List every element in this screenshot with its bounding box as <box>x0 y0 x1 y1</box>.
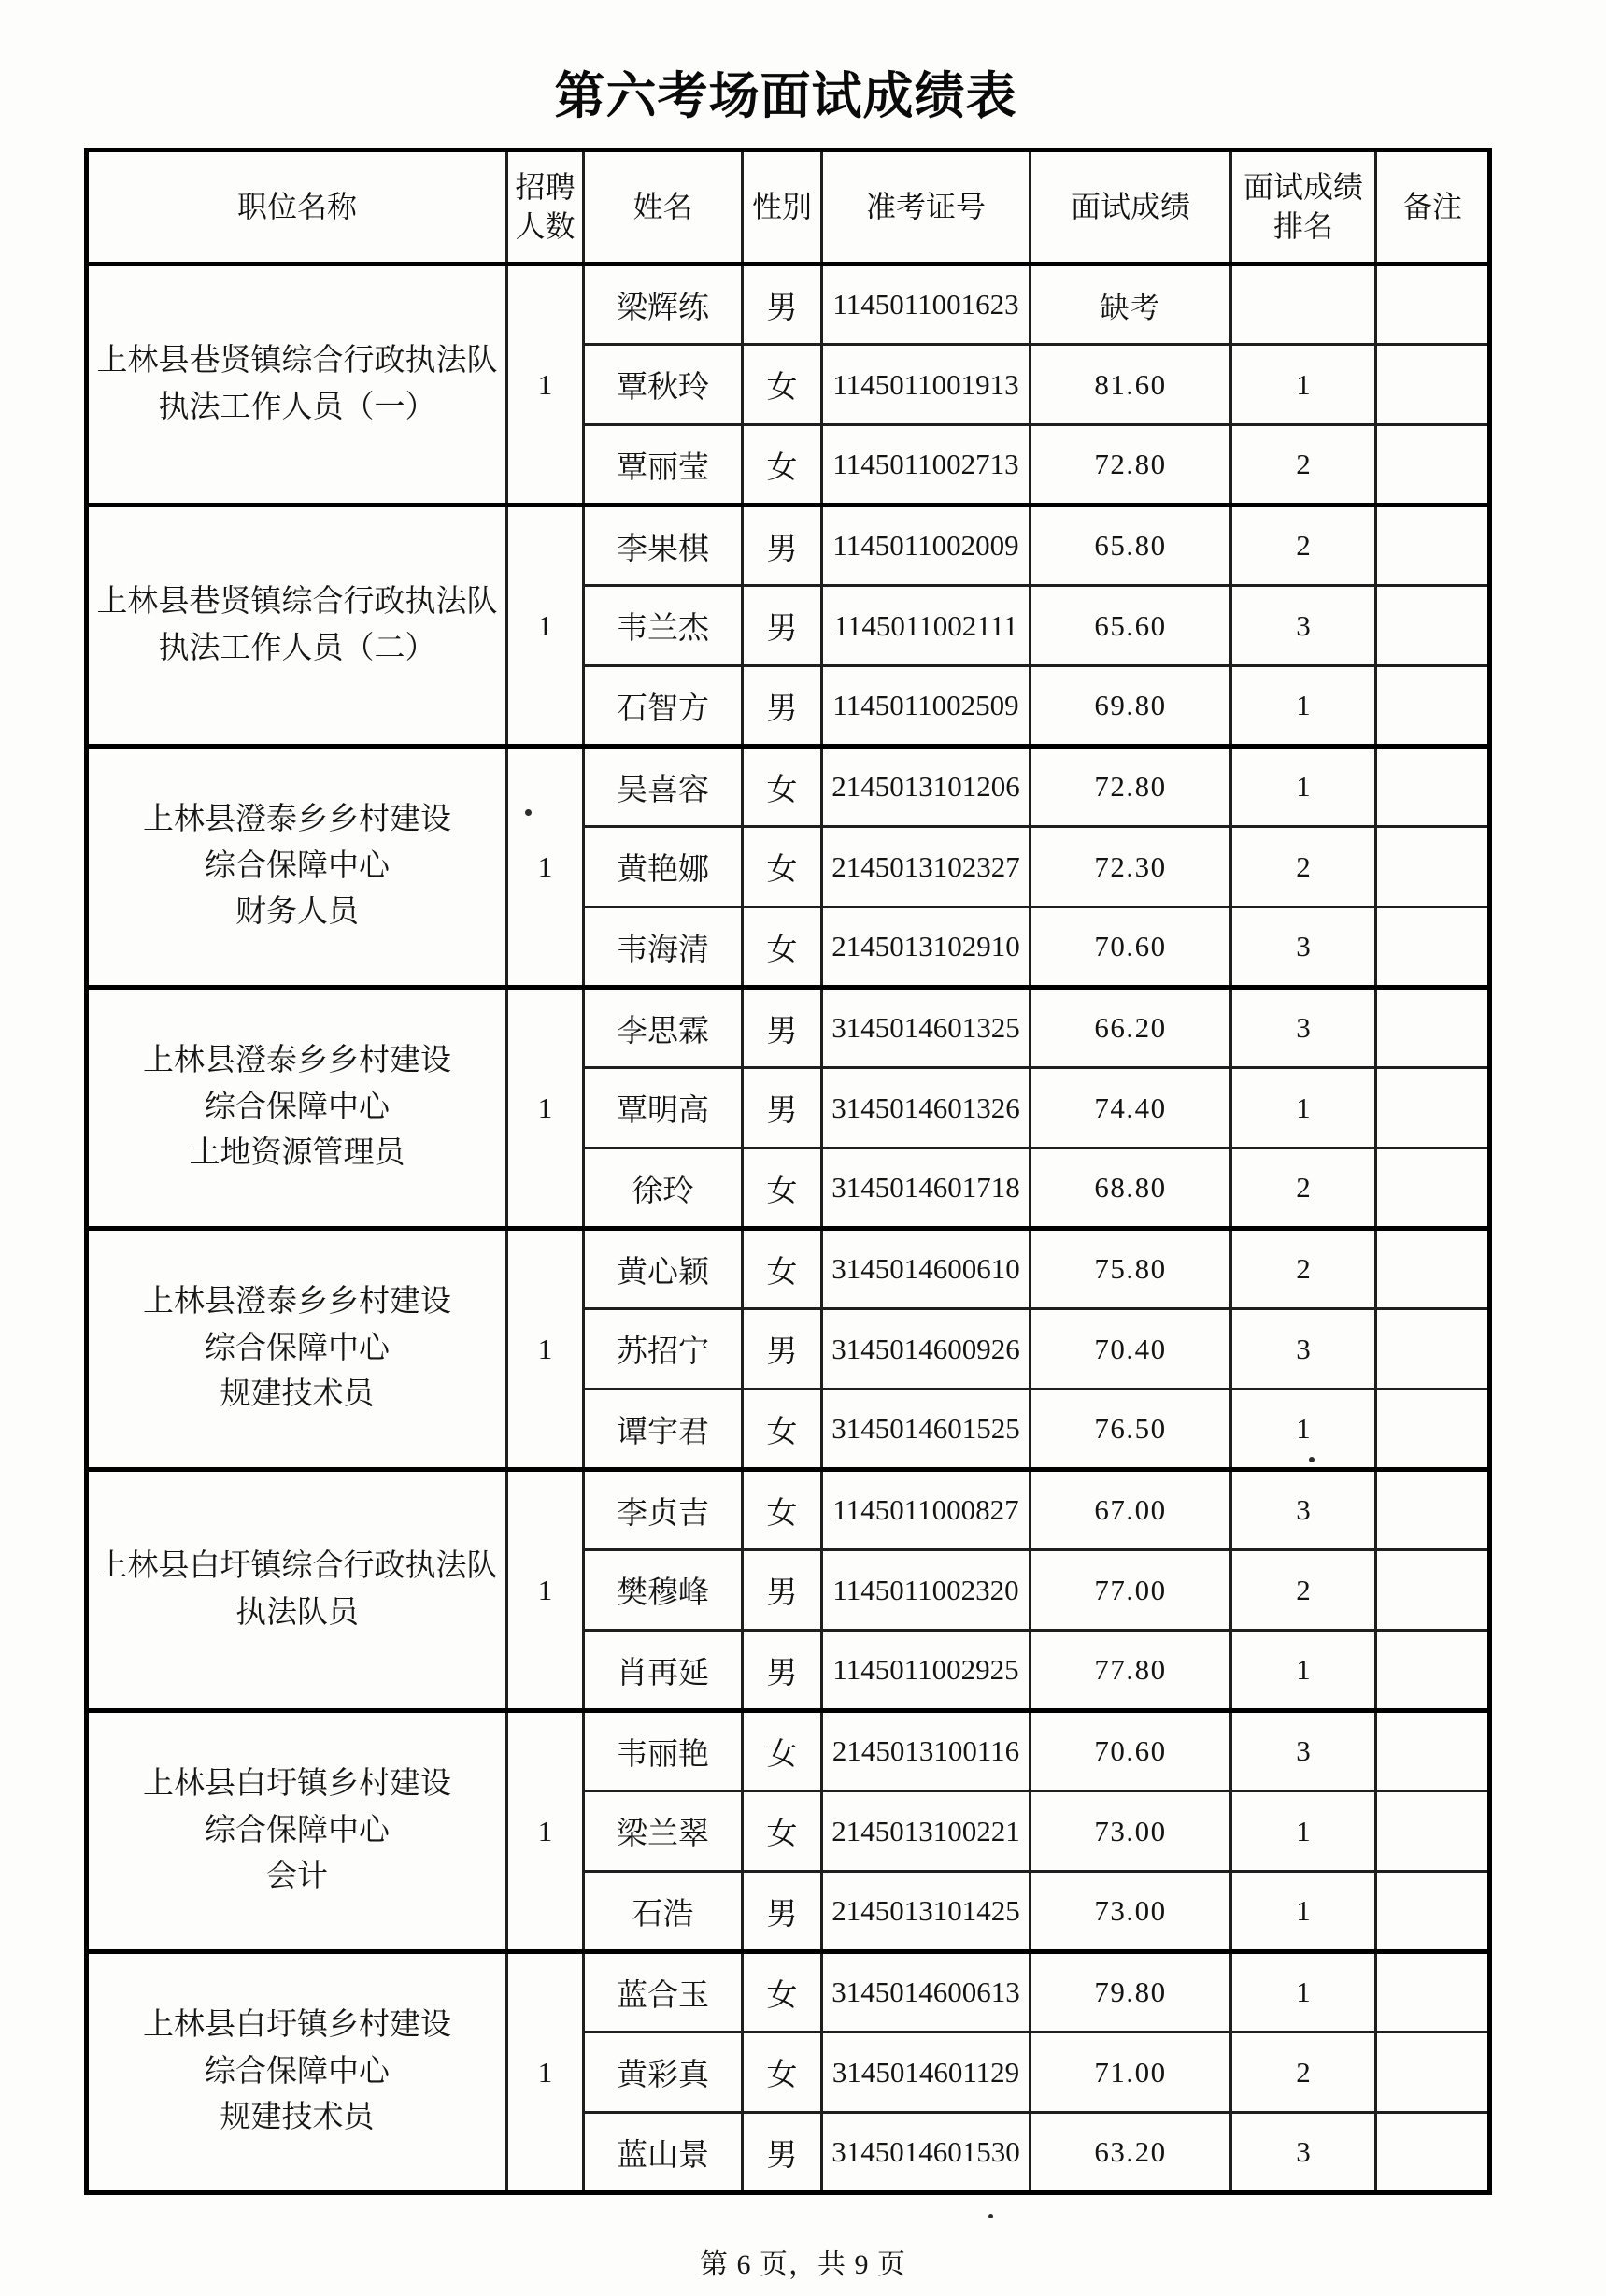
remark-cell <box>1376 1390 1490 1470</box>
gender-cell: 男 <box>743 506 822 586</box>
score-cell: 76.50 <box>1030 1390 1231 1470</box>
position-cell <box>87 506 507 747</box>
rank-cell: 1 <box>1231 1952 1376 2032</box>
name-cell: 韦兰杰 <box>584 586 743 666</box>
gender-cell: 女 <box>743 827 822 907</box>
name-cell: 谭宇君 <box>584 1390 743 1470</box>
position-line: 综合保障中心 <box>205 2054 390 2089</box>
table-row <box>87 506 1490 586</box>
score-cell: 75.80 <box>1030 1229 1231 1309</box>
exam-no-cell: 3145014600613 <box>822 1952 1030 2032</box>
remark-cell <box>1376 1068 1490 1148</box>
rank-cell: 2 <box>1231 1550 1376 1631</box>
gender-cell: 男 <box>743 1631 822 1711</box>
rank-cell: 2 <box>1231 425 1376 506</box>
position-line: 规建技术员 <box>220 1377 375 1412</box>
exam-no-cell: 3145014601129 <box>822 2032 1030 2113</box>
rank-cell: 2 <box>1231 827 1376 907</box>
name-cell: 蓝合玉 <box>584 1952 743 2032</box>
exam-no-cell: 2145013100221 <box>822 1791 1030 1872</box>
rank-cell: 3 <box>1231 1470 1376 1550</box>
exam-no-cell: 2145013102910 <box>822 907 1030 988</box>
score-cell: 77.00 <box>1030 1550 1231 1631</box>
col-header-position: 职位名称 <box>87 150 507 264</box>
position-cell <box>87 1952 507 2193</box>
remark-cell <box>1376 747 1490 827</box>
recruit-count-cell: 1 <box>507 747 584 988</box>
gender-cell: 男 <box>743 1872 822 1952</box>
exam-no-cell: 2145013101206 <box>822 747 1030 827</box>
position-line: 会计 <box>266 1860 328 1894</box>
score-cell: 70.60 <box>1030 907 1231 988</box>
remark-cell <box>1376 425 1490 506</box>
score-cell: 71.00 <box>1030 2032 1231 2113</box>
score-cell: 69.80 <box>1030 666 1231 747</box>
gender-cell: 女 <box>743 1952 822 2032</box>
gender-cell: 男 <box>743 666 822 747</box>
gender-cell: 女 <box>743 1711 822 1791</box>
rank-cell: 1 <box>1231 747 1376 827</box>
recruit-count-cell: 1 <box>507 988 584 1229</box>
exam-no-cell: 1145011000827 <box>822 1470 1030 1550</box>
table-row <box>87 1229 1490 1309</box>
position-line: 财务人员 <box>235 895 359 930</box>
rank-cell: 2 <box>1231 1229 1376 1309</box>
position-line: 综合保障中心 <box>205 1331 390 1365</box>
exam-no-cell: 2145013100116 <box>822 1711 1030 1791</box>
exam-no-cell: 3145014601718 <box>822 1148 1030 1229</box>
col-header-rank: 面试成绩排名 <box>1231 150 1376 264</box>
position-cell <box>87 1229 507 1470</box>
score-cell: 72.80 <box>1030 425 1231 506</box>
score-cell: 72.30 <box>1030 827 1231 907</box>
position-line: 上林县巷贤镇综合行政执法队 <box>96 344 498 378</box>
exam-no-cell: 3145014601525 <box>822 1390 1030 1470</box>
col-header-score: 面试成绩 <box>1030 150 1231 264</box>
recruit-count-cell: 1 <box>507 264 584 506</box>
exam-no-cell: 3145014601325 <box>822 988 1030 1068</box>
remark-cell <box>1376 1309 1490 1390</box>
remark-cell <box>1376 1148 1490 1229</box>
remark-cell <box>1376 1791 1490 1872</box>
gender-cell: 男 <box>743 264 822 345</box>
rank-cell: 1 <box>1231 1791 1376 1872</box>
position-cell <box>87 1711 507 1952</box>
name-cell: 黄艳娜 <box>584 827 743 907</box>
remark-cell <box>1376 1711 1490 1791</box>
position-cell <box>87 747 507 988</box>
table-row <box>87 1711 1490 1791</box>
exam-no-cell: 3145014601326 <box>822 1068 1030 1148</box>
position-line: 综合保障中心 <box>205 1813 390 1847</box>
scan-artifact-dot <box>988 2214 993 2218</box>
table-row <box>87 988 1490 1068</box>
position-line: 执法工作人员（二） <box>158 631 436 665</box>
score-cell: 68.80 <box>1030 1148 1231 1229</box>
score-cell: 63.20 <box>1030 2113 1231 2193</box>
position-line: 执法工作人员（一） <box>158 390 436 424</box>
gender-cell: 男 <box>743 988 822 1068</box>
header-row <box>87 150 1490 264</box>
name-cell: 吴喜容 <box>584 747 743 827</box>
rank-cell: 1 <box>1231 1068 1376 1148</box>
scan-artifact-dot <box>525 809 532 816</box>
position-line: 土地资源管理员 <box>189 1136 405 1171</box>
position-line: 上林县澄泰乡乡村建设 <box>143 1285 451 1319</box>
table-row <box>87 1470 1490 1550</box>
position-cell <box>87 1470 507 1711</box>
exam-no-cell: 1145011002009 <box>822 506 1030 586</box>
col-header-name: 姓名 <box>584 150 743 264</box>
position-line: 上林县白圩镇综合行政执法队 <box>96 1549 498 1583</box>
remark-cell <box>1376 1470 1490 1550</box>
recruit-count-cell: 1 <box>507 1711 584 1952</box>
rank-cell: 2 <box>1231 2032 1376 2113</box>
rank-cell: 3 <box>1231 1309 1376 1390</box>
name-cell: 黄彩真 <box>584 2032 743 2113</box>
exam-no-cell: 3145014600926 <box>822 1309 1030 1390</box>
col-header-recruits: 招聘人数 <box>507 150 584 264</box>
position-line: 规建技术员 <box>220 2101 375 2135</box>
name-cell: 徐玲 <box>584 1148 743 1229</box>
table-row <box>87 747 1490 827</box>
name-cell: 覃丽莹 <box>584 425 743 506</box>
rank-cell: 3 <box>1231 988 1376 1068</box>
remark-cell <box>1376 907 1490 988</box>
position-line: 执法队员 <box>235 1595 359 1630</box>
rank-cell: 1 <box>1231 1872 1376 1952</box>
score-cell: 70.60 <box>1030 1711 1231 1791</box>
remark-cell <box>1376 345 1490 425</box>
position-line: 上林县巷贤镇综合行政执法队 <box>96 585 498 619</box>
name-cell: 黄心颖 <box>584 1229 743 1309</box>
score-cell: 70.40 <box>1030 1309 1231 1390</box>
gender-cell: 男 <box>743 2113 822 2193</box>
score-cell: 81.60 <box>1030 345 1231 425</box>
gender-cell: 女 <box>743 1229 822 1309</box>
name-cell: 蓝山景 <box>584 2113 743 2193</box>
gender-cell: 女 <box>743 2032 822 2113</box>
name-cell: 韦海清 <box>584 907 743 988</box>
gender-cell: 女 <box>743 907 822 988</box>
position-line: 上林县白圩镇乡村建设 <box>143 2008 451 2043</box>
rank-cell: 3 <box>1231 1711 1376 1791</box>
position-line: 综合保障中心 <box>205 849 390 883</box>
position-line: 综合保障中心 <box>205 1090 390 1124</box>
rank-cell: 2 <box>1231 506 1376 586</box>
exam-no-cell: 3145014600610 <box>822 1229 1030 1309</box>
score-cell: 77.80 <box>1030 1631 1231 1711</box>
rank-cell: 3 <box>1231 907 1376 988</box>
rank-cell <box>1231 264 1376 345</box>
exam-no-cell: 1145011002925 <box>822 1631 1030 1711</box>
name-cell: 李果棋 <box>584 506 743 586</box>
remark-cell <box>1376 827 1490 907</box>
recruit-count-cell: 1 <box>507 1952 584 2193</box>
col-header-exam-no: 准考证号 <box>822 150 1030 264</box>
score-cell: 72.80 <box>1030 747 1231 827</box>
name-cell: 石浩 <box>584 1872 743 1952</box>
recruit-count-cell: 1 <box>507 506 584 747</box>
remark-cell <box>1376 264 1490 345</box>
gender-cell: 男 <box>743 586 822 666</box>
name-cell: 李贞吉 <box>584 1470 743 1550</box>
gender-cell: 男 <box>743 1068 822 1148</box>
remark-cell <box>1376 1872 1490 1952</box>
gender-cell: 女 <box>743 1148 822 1229</box>
score-cell: 73.00 <box>1030 1872 1231 1952</box>
position-cell <box>87 264 507 506</box>
page-footer: 第 6 页，共 9 页 <box>700 2249 906 2280</box>
remark-cell <box>1376 988 1490 1068</box>
table-row <box>87 264 1490 345</box>
exam-no-cell: 3145014601530 <box>822 2113 1030 2193</box>
remark-cell <box>1376 1631 1490 1711</box>
name-cell: 肖再延 <box>584 1631 743 1711</box>
remark-cell <box>1376 666 1490 747</box>
position-line: 上林县白圩镇乡村建设 <box>143 1767 451 1802</box>
remark-cell <box>1376 506 1490 586</box>
position-cell <box>87 988 507 1229</box>
gender-cell: 女 <box>743 345 822 425</box>
exam-no-cell: 2145013102327 <box>822 827 1030 907</box>
rank-cell: 3 <box>1231 2113 1376 2193</box>
rank-cell: 2 <box>1231 1148 1376 1229</box>
remark-cell <box>1376 2113 1490 2193</box>
gender-cell: 女 <box>743 425 822 506</box>
table-row <box>87 1952 1490 2032</box>
score-cell: 65.60 <box>1030 586 1231 666</box>
rank-cell: 1 <box>1231 345 1376 425</box>
remark-cell <box>1376 586 1490 666</box>
scan-artifact-dot <box>1309 1457 1315 1462</box>
remark-cell <box>1376 2032 1490 2113</box>
gender-cell: 女 <box>743 1470 822 1550</box>
score-cell: 73.00 <box>1030 1791 1231 1872</box>
name-cell: 樊穆峰 <box>584 1550 743 1631</box>
name-cell: 覃明高 <box>584 1068 743 1148</box>
name-cell: 苏招宁 <box>584 1309 743 1390</box>
rank-cell: 1 <box>1231 1390 1376 1470</box>
gender-cell: 女 <box>743 747 822 827</box>
col-header-remark: 备注 <box>1376 150 1490 264</box>
rank-cell: 1 <box>1231 1631 1376 1711</box>
recruit-count-cell: 1 <box>507 1470 584 1711</box>
name-cell: 石智方 <box>584 666 743 747</box>
name-cell: 覃秋玲 <box>584 345 743 425</box>
name-cell: 李思霖 <box>584 988 743 1068</box>
exam-no-cell: 1145011002509 <box>822 666 1030 747</box>
exam-no-cell: 1145011002320 <box>822 1550 1030 1631</box>
exam-no-cell: 1145011001913 <box>822 345 1030 425</box>
score-cell: 74.40 <box>1030 1068 1231 1148</box>
rank-cell: 3 <box>1231 586 1376 666</box>
score-cell: 79.80 <box>1030 1952 1231 2032</box>
rank-cell: 1 <box>1231 666 1376 747</box>
exam-no-cell: 1145011002713 <box>822 425 1030 506</box>
gender-cell: 男 <box>743 1309 822 1390</box>
exam-no-cell: 1145011001623 <box>822 264 1030 345</box>
interview-score-table <box>84 148 1492 2195</box>
page-title: 第六考场面试成绩表 <box>554 68 1017 124</box>
remark-cell <box>1376 1550 1490 1631</box>
score-cell: 缺考 <box>1030 264 1231 345</box>
gender-cell: 男 <box>743 1550 822 1631</box>
score-cell: 67.00 <box>1030 1470 1231 1550</box>
name-cell: 梁兰翠 <box>584 1791 743 1872</box>
remark-cell <box>1376 1229 1490 1309</box>
score-cell: 66.20 <box>1030 988 1231 1068</box>
remark-cell <box>1376 1952 1490 2032</box>
exam-no-cell: 2145013101425 <box>822 1872 1030 1952</box>
col-header-gender: 性别 <box>743 150 822 264</box>
name-cell: 梁辉练 <box>584 264 743 345</box>
score-cell: 65.80 <box>1030 506 1231 586</box>
exam-no-cell: 1145011002111 <box>822 586 1030 666</box>
gender-cell: 女 <box>743 1791 822 1872</box>
gender-cell: 女 <box>743 1390 822 1470</box>
position-line: 上林县澄泰乡乡村建设 <box>143 803 451 837</box>
recruit-count-cell: 1 <box>507 1229 584 1470</box>
name-cell: 韦丽艳 <box>584 1711 743 1791</box>
position-line: 上林县澄泰乡乡村建设 <box>143 1044 451 1078</box>
